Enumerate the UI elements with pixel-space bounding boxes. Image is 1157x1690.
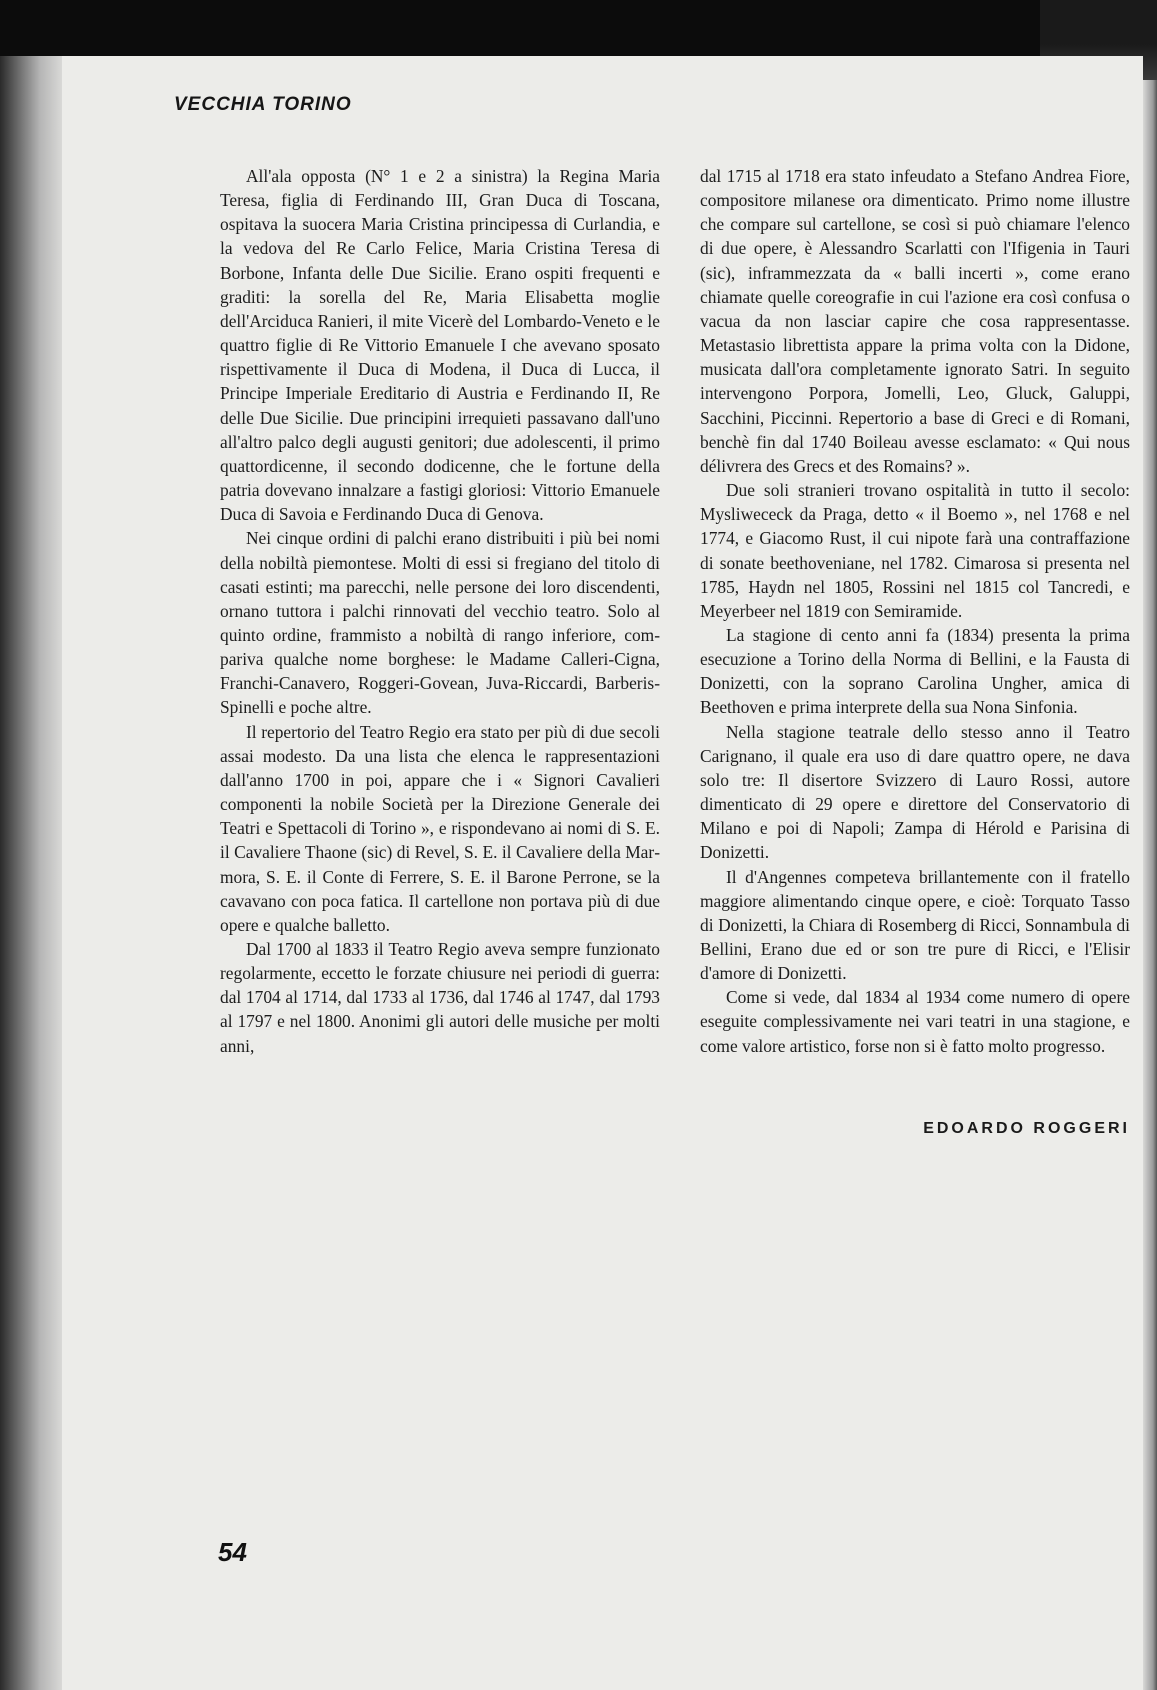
paragraph: All'ala opposta (N° 1 e 2 a sinistra) la Regina Maria Teresa, figlia di Ferdinando III, Gran Duca di Toscana, ospitava la suocera Maria Cristina principessa di Curlandia, e la vedova del Re Carlo Felice, Maria Cristina Teresa di Borbone, Infanta delle Due Sicilie. Erano ospiti frequenti e graditi: la sorella del Re, Maria Elisabetta moglie dell'Arciduca Ranieri, il mite Vicerè del Lombardo-Veneto e le quattro figlie di Re Vittorio Emanuele I che avevano sposato rispettivamente il Duca di Modena, il Duca di Lucca, il Principe Imperiale Ereditario di Austria e Ferdinando II, Re delle Due Sicilie. Due principini irrequieti passavano dall'uno all'altro palco degli augusti genitori; due adolescenti, il primo quattordicenne, il secondo dodicenne, che le fortune della patria dovevano innalzare a fastigi gloriosi: Vittorio Emanuele Duca di Savoia e Ferdinando Duca di Genova.	[220, 166, 660, 525]
running-title: VECCHIA TORINO	[174, 94, 352, 115]
author-signature: EDOARDO ROGGERI	[923, 1120, 1130, 1137]
page-number: 54	[218, 1537, 247, 1567]
scan-border-right	[1143, 80, 1157, 1690]
paragraph: Dal 1700 al 1833 il Teatro Regio aveva sempre funzionato regolarmente, eccetto le forzate chiusure nei periodi di guerra: dal 1704 al 1714, dal 1733 al 1736, dal 1746 al 1747, dal 1793 al 1797 e nel 1800. Anonimi gli autori delle musiche per molti anni,	[220, 939, 660, 1056]
paragraph: Nei cinque ordini di palchi erano distribuiti i più bei nomi della nobiltà piemontese. Molti di essi si fregiano del titolo di casati estinti; ma parecchi, nelle persone dei loro discendenti, ornano tuttora i palchi rinnovati del vecchio teatro. Solo al quinto ordine, frammisto a nobiltà di rango inferiore, compariva qualche nome borghese: le Madame Calleri-Cigna, Franchi-Canavero, Roggeri-Govean, Juva-Riccardi, Barberis-Spinelli e poche altre.	[220, 528, 660, 718]
scan-border-top	[0, 0, 1040, 56]
paragraph: Nella stagione teatrale dello stesso anno il Teatro Carignano, il quale era uso di dare quattro opere, ne dava solo tre: Il disertore Svizzero di Lauro Rossi, autore dimenticato di 29 opere e direttore del Conservatorio di Milano e poi di Napoli; Zampa di Hérold e Parisina di Donizetti.	[700, 721, 1130, 863]
paragraph: Come si vede, dal 1834 al 1934 come numero di opere eseguite complessivamente nei vari teatri in una stagione, e come valore artistico, forse non si è fatto molto progresso.	[700, 987, 1130, 1056]
paragraph: Due soli stranieri trovano ospitalità in tutto il secolo: Mysliwececk da Praga, detto « il Boemo », nel 1768 e nel 1774, e Giacomo Rust, il cui nipote farà una contraffazione di sonate beethoveniane, nel 1782. Cimarosa si presenta nel 1785, Haydn nel 1805, Rossini nel 1815 col Tancredi, e Meyerbeer nel 1819 con Semiramide.	[700, 480, 1130, 621]
paragraph: Il repertorio del Teatro Regio era stato per più di due secoli assai modesto. Da una lista che elenca le rappresentazioni dall'anno 1700 in poi, appare che i « Signori Cavalieri componenti la nobile Società per la Direzione Generale dei Teatri e Spettacoli di Torino », e rispondevano ai nomi di S. E. il Cavaliere Thaone (sic) di Revel, S. E. il Cavaliere della Marmora, S. E. il Conte di Ferrere, S. E. il Barone Perrone, se la cavavano con poca fatica. Il cartellone non portava più di due opere e qualche balletto.	[220, 721, 660, 935]
right-column	[700, 164, 1130, 1058]
scan-border-left	[0, 56, 62, 1690]
paragraph: dal 1715 al 1718 era stato infeudato a Stefano Andrea Fiore, compositore milanese ora dimenticato. Primo nome illustre che compare sul cartellone, se così si può chiamare l'elenco di due opere, è Alessandro Scarlatti con l'Ifigenia in Tauri (sic), inframmezzata da « balli incerti », come erano chiamate quelle coreografie in cui l'azione era così confusa o vacua da non lasciar capire che cosa rappresentasse. Metastasio librettista appare la prima volta con la Didone, musicata dall'ora completamente ignorato Satri. In seguito intervengono Porpora, Jomelli, Leo, Gluck, Galuppi, Sacchini, Piccinni. Repertorio a base di Greci e di Romani, benchè fin dal 1740 Boileau avesse esclamato: « Qui nous délivrera des Grecs et des Romains? ».	[700, 166, 1130, 476]
left-column	[220, 164, 660, 1058]
paragraph: La stagione di cento anni fa (1834) presenta la prima esecuzione a Torino della Norma di Bellini, e la Fausta di Donizetti, con la soprano Carolina Ungher, amica di Beethoven e prima interprete della sua Nona Sinfonia.	[700, 624, 1130, 718]
paragraph: Il d'Angennes competeva brillantemente con il fratello maggiore alimentando cinque opere, e cioè: Torquato Tasso di Donizetti, la Chiara di Rosemberg di Ricci, Sonnambula di Bellini, Erano due ed or son tre pure di Ricci, e l'Elisir d'amore di Donizetti.	[700, 866, 1130, 984]
